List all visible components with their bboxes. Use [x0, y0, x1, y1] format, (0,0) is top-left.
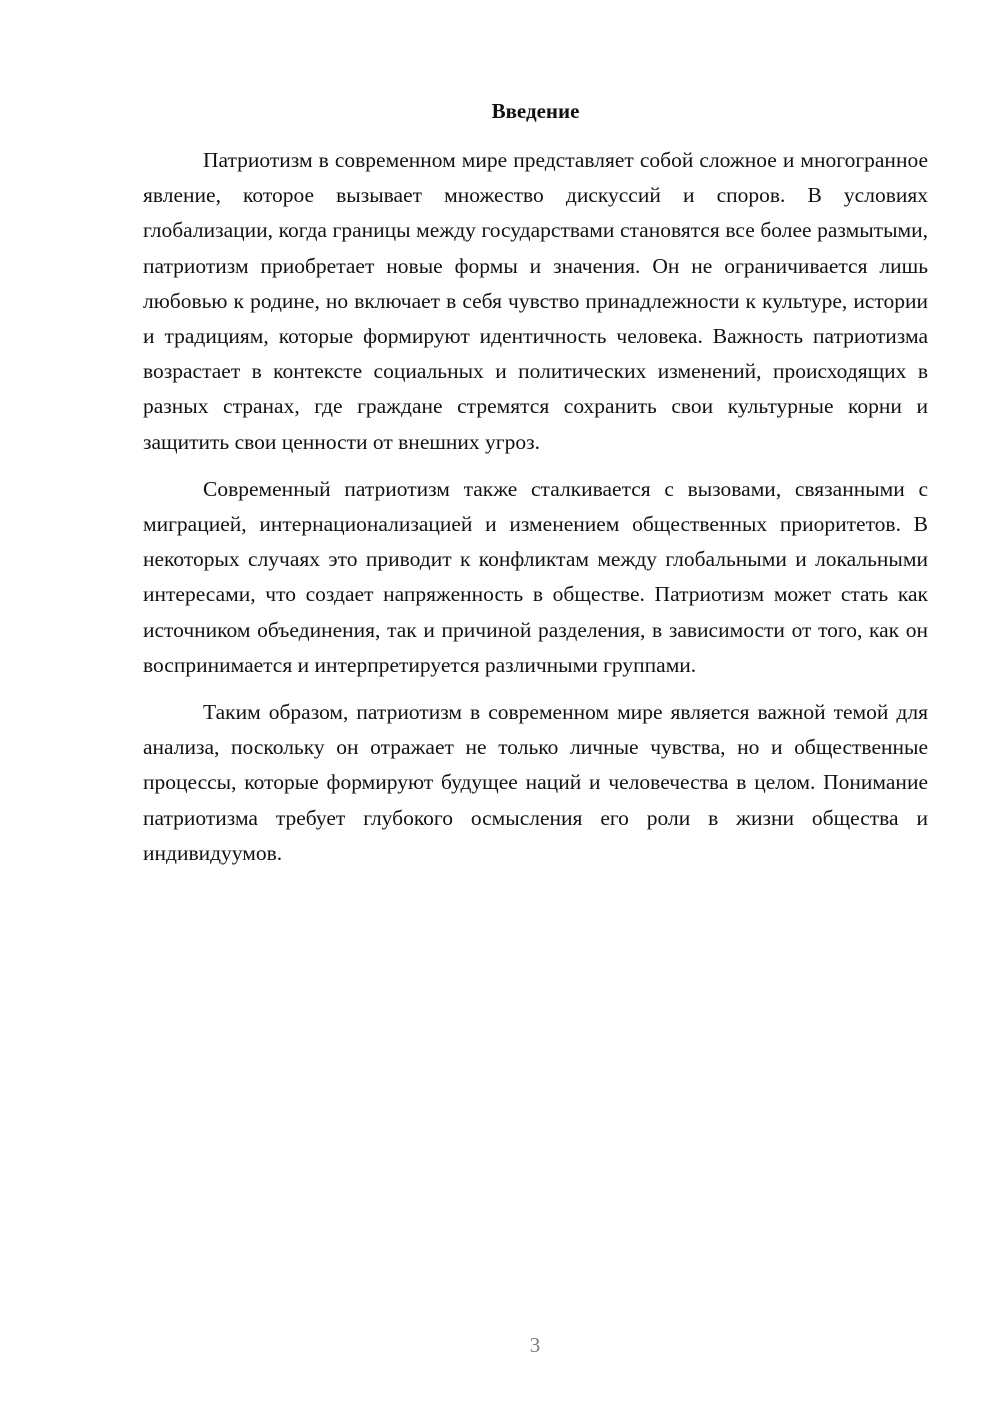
paragraph-1: Патриотизм в современном мире представляет собой сложное и многогранное явление, которое вызывает множество дискуссий и споров. В условиях глобализации, когда границы между государствами становятся все более размытыми, патриотизм приобретает новые формы и значения. Он не ограничивается лишь любовью к родине, но включает в себя чувство принадлежности к культуре, истории и традициям, которые формируют идентичность человека. Важность патриотизма возрастает в контексте социальных и политических изменений, происходящих в разных странах, где граждане стремятся сохранить свои культурные корни и защитить свои ценности от внешних угроз.: [143, 148, 928, 454]
page-content: [143, 96, 928, 883]
paragraph-2: Современный патриотизм также сталкивается с вызовами, связанными с миграцией, интернационализацией и изменением общественных приоритетов. В некоторых случаях это приводит к конфликтам между глобальными и локальными интересами, что создает напряженность в обществе. Патриотизм может стать как источником объединения, так и причиной разделения, в зависимости от того, как он воспринимается и интерпретируется различными группами.: [143, 476, 928, 677]
page-number: 3: [529, 1333, 541, 1357]
section-heading: Введение: [491, 99, 580, 123]
paragraph-3: Таким образом, патриотизм в современном мире является важной темой для анализа, поскольку он отражает не только личные чувства, но и общественные процессы, которые формируют будущее наций и человечества в целом. Понимание патриотизма требует глубокого осмысления его роли в жизни общества и индивидуумов.: [143, 700, 928, 865]
